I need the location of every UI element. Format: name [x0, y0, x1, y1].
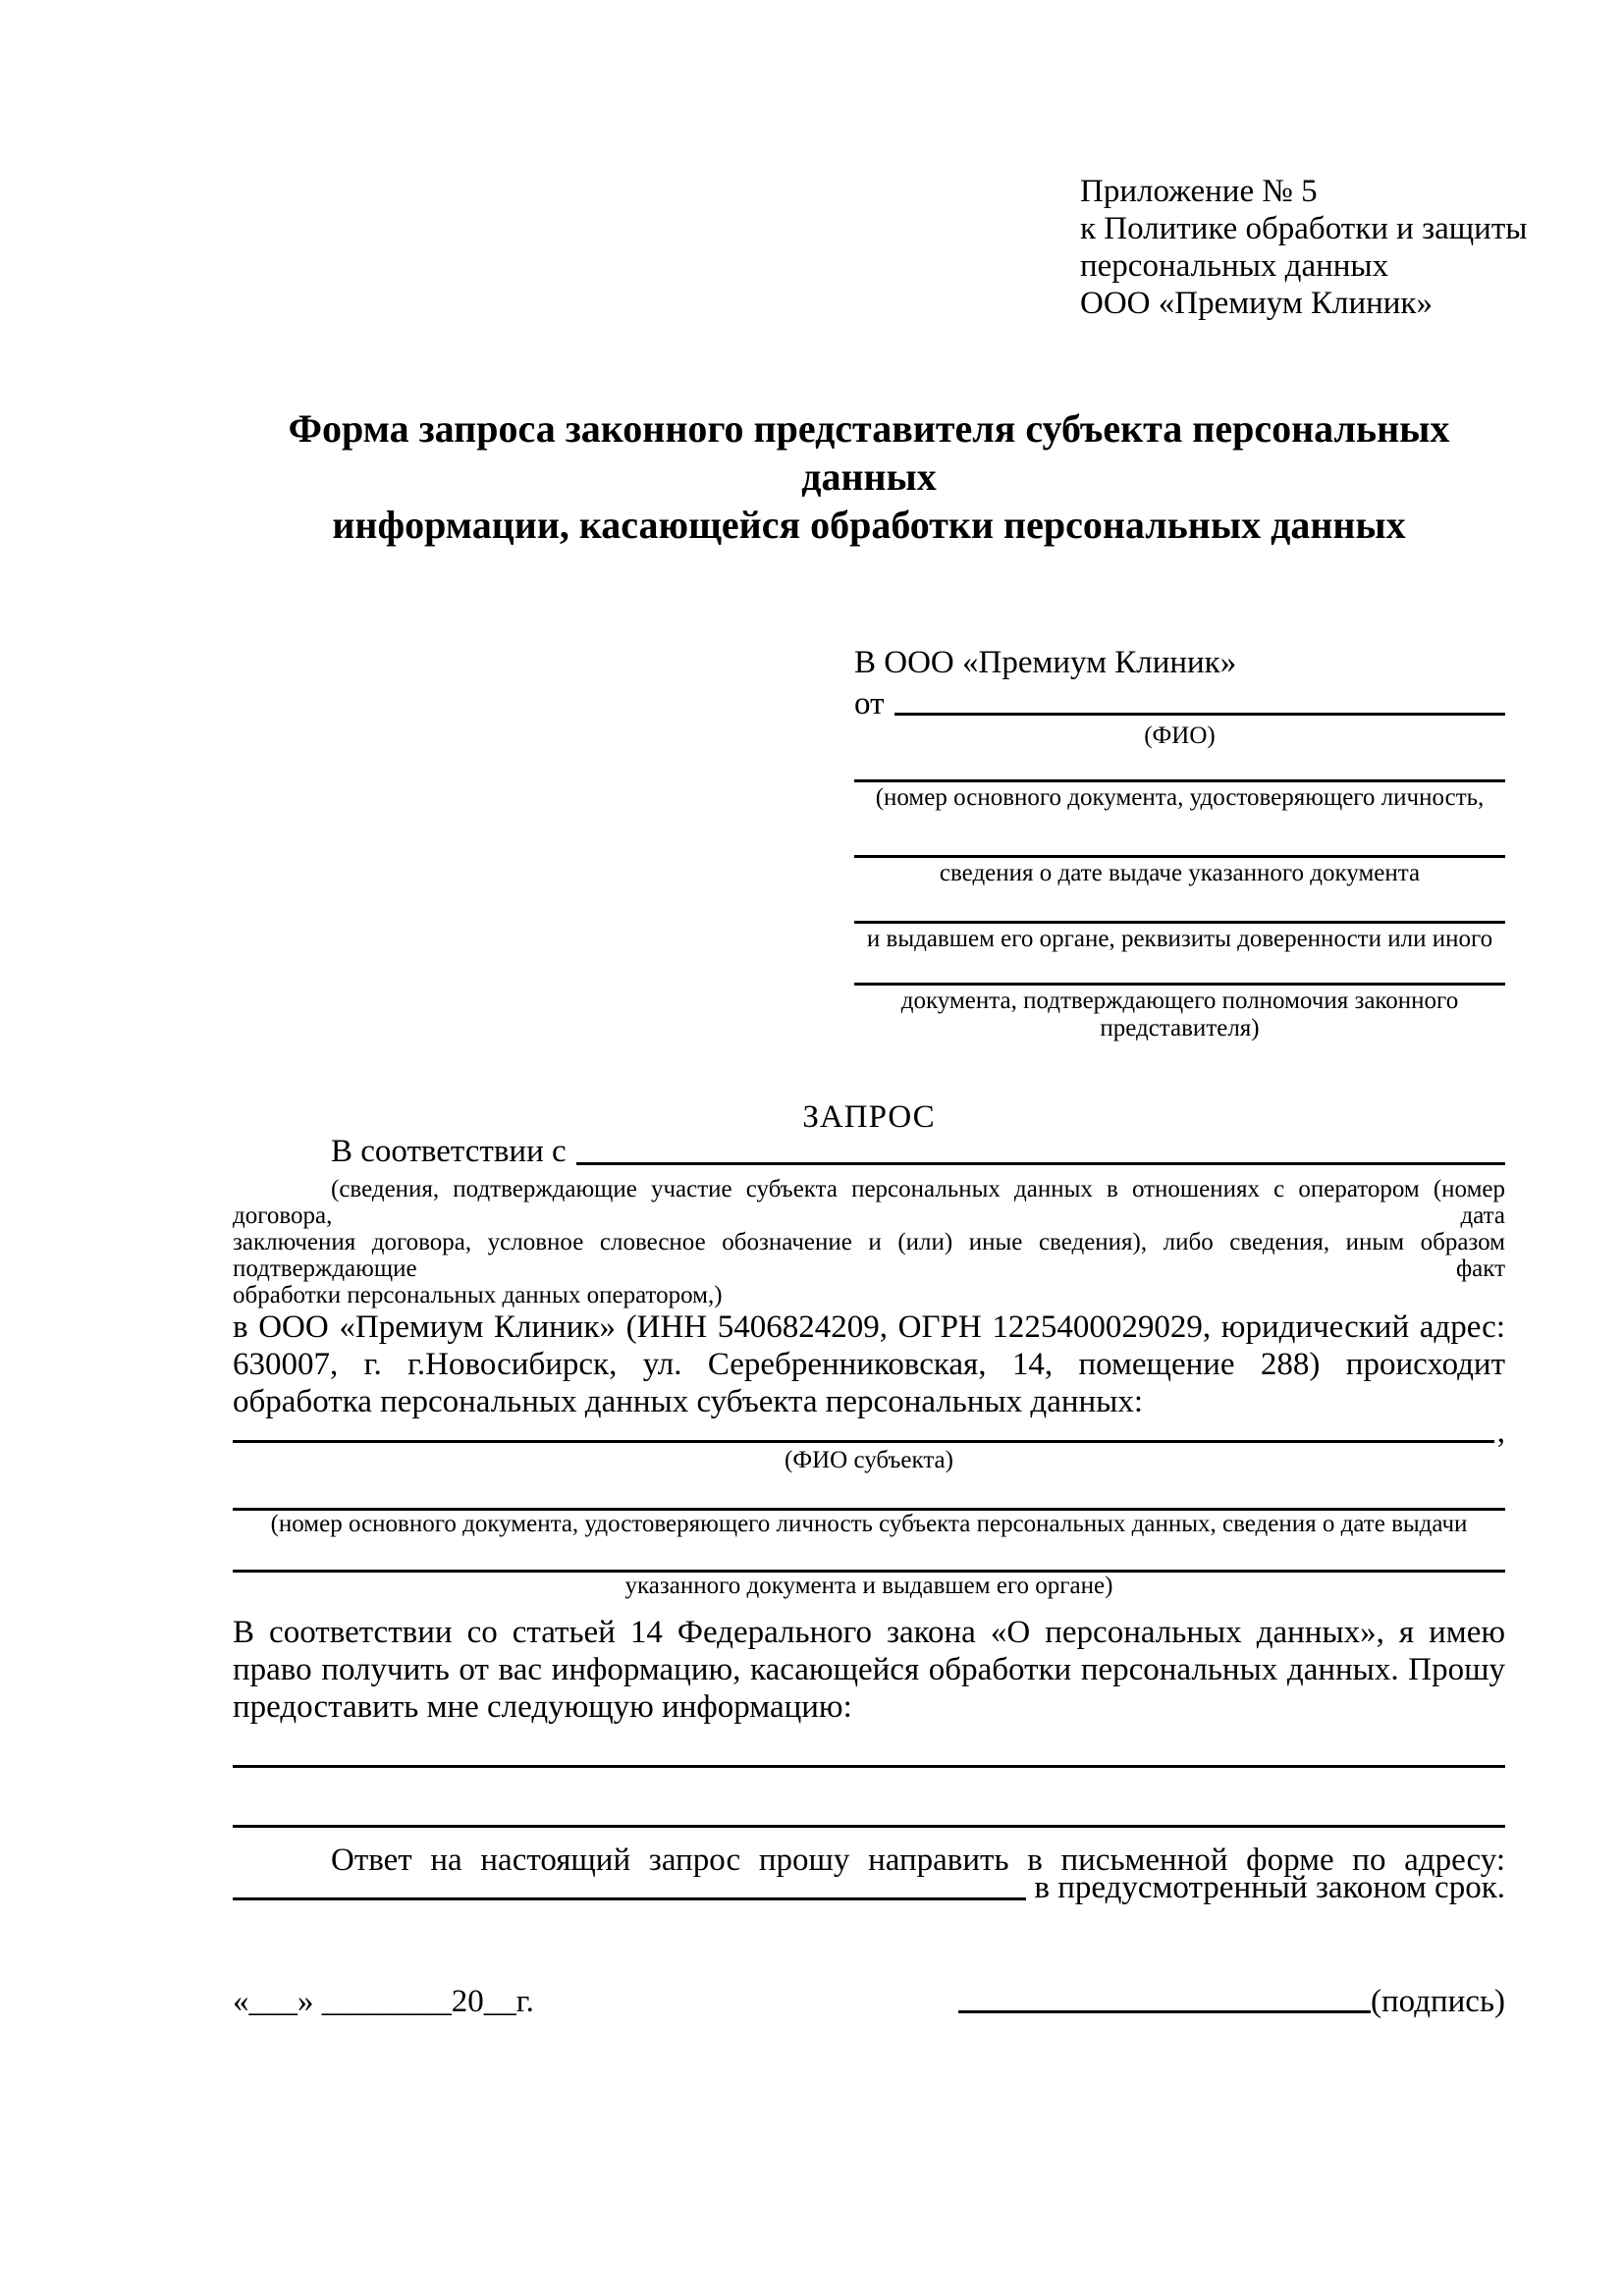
answer-address-row — [233, 1870, 1505, 1905]
basis-label: В соответствии с — [331, 1134, 567, 1169]
operator-paragraph-line: 630007, г. г.Новосибирск, ул. Серебренниковская, 14, помещение 288) происходит — [233, 1347, 1505, 1382]
appendix-header — [1080, 173, 1528, 322]
date-blank: «___» ________20__г. — [233, 1984, 534, 2019]
blank-caption: сведения о дате выдаче указанного документа — [939, 860, 1421, 886]
document-blank-line — [854, 983, 1505, 986]
form-title-line: информации, касающейся обработки персональных данных — [332, 503, 1406, 547]
appendix-line: ООО «Премиум Клиник» — [1080, 286, 1433, 321]
operator-paragraph-line: в ООО «Премиум Клиник» (ИНН 5406824209, ОГРН 1225400029029, юридический адрес: — [233, 1309, 1505, 1345]
subject-document-caption: указанного документа и выдавшем его органе) — [624, 1573, 1113, 1599]
from-row — [854, 683, 1505, 722]
trailing-comma: , — [1496, 1415, 1505, 1450]
appendix-line: к Политике обработки и защиты — [1080, 211, 1528, 246]
basis-row — [233, 1135, 1505, 1170]
from-label: от — [854, 686, 885, 721]
basis-note-line: обработки персональных данных оператором,) — [233, 1282, 723, 1308]
law-paragraph-line: право получить от вас информацию, касающейся обработки персональных данных. Прошу — [233, 1652, 1505, 1687]
basis-note-line: (сведения, подтверждающие участие субъекта персональных данных в отношениях с оператором (номер договора, дата — [233, 1176, 1505, 1229]
form-title-line: Форма запроса законного представителя субъекта персональных данных — [288, 406, 1450, 499]
subject-fio-blank-line — [233, 1440, 1494, 1443]
information-blank-line — [233, 1825, 1505, 1828]
operator-paragraph-line: обработка персональных данных субъекта персональных данных: — [233, 1384, 1143, 1419]
address-blank-line — [233, 1897, 1026, 1900]
form-title — [233, 404, 1505, 549]
information-blank-line — [233, 1765, 1505, 1768]
blank-group — [854, 779, 1505, 812]
appendix-line: Приложение № 5 — [1080, 174, 1318, 209]
blank-group — [854, 855, 1505, 887]
representative-document-blanks — [854, 779, 1505, 1042]
blank-group — [854, 983, 1505, 1042]
document-blank-line — [854, 779, 1505, 782]
operator-paragraph — [233, 1308, 1505, 1420]
appendix-line: персональных данных — [1080, 248, 1389, 284]
answer-paragraph — [233, 1842, 1505, 1904]
answer-paragraph-line: Ответ на настоящий запрос прошу направить в письменной форме по адресу: — [331, 1842, 1505, 1878]
basis-note-line: заключения договора, условное словесное обозначение и (или) иные сведения), либо сведения, иным образом подтверждающие факт — [233, 1229, 1505, 1282]
signature-line — [958, 2010, 1371, 2013]
document-blank-line — [854, 921, 1505, 924]
subject-fio-row — [233, 1415, 1505, 1450]
fio-caption: (ФИО) — [1144, 722, 1216, 749]
representative-fio-blank-line — [894, 713, 1506, 716]
addressee-block — [854, 642, 1505, 750]
signature-block — [958, 1983, 1505, 2020]
law-paragraph-line: предоставить мне следующую информацию: — [233, 1689, 852, 1725]
basis-note — [233, 1176, 1505, 1308]
basis-blank-line — [576, 1162, 1505, 1165]
footer-row — [233, 1981, 1505, 2020]
subject-document-caption: (номер основного документа, удостоверяющего личность субъекта персональных данных, сведения о дате выдачи — [270, 1511, 1468, 1537]
signature-caption: (подпись) — [1371, 1984, 1505, 2019]
law-paragraph — [233, 1614, 1505, 1726]
request-heading: ЗАПРОС — [802, 1099, 936, 1135]
blank-caption: документа, подтверждающего полномочия законного представителя) — [900, 988, 1459, 1041]
law-paragraph-line: В соответствии со статьей 14 Федерального закона «О персональных данных», я имею — [233, 1615, 1505, 1650]
answer-tail-text: в предусмотренный законом срок. — [1034, 1870, 1505, 1905]
blank-group — [854, 921, 1505, 953]
blank-caption: и выдавшем его органе, реквизиты доверенности или иного — [866, 926, 1493, 952]
document-blank-line — [854, 855, 1505, 858]
blank-caption: (номер основного документа, удостоверяющего личность, — [875, 784, 1485, 811]
addressee-organization: В ООО «Премиум Клиник» — [854, 645, 1237, 680]
subject-fio-caption: (ФИО субъекта) — [785, 1447, 953, 1473]
